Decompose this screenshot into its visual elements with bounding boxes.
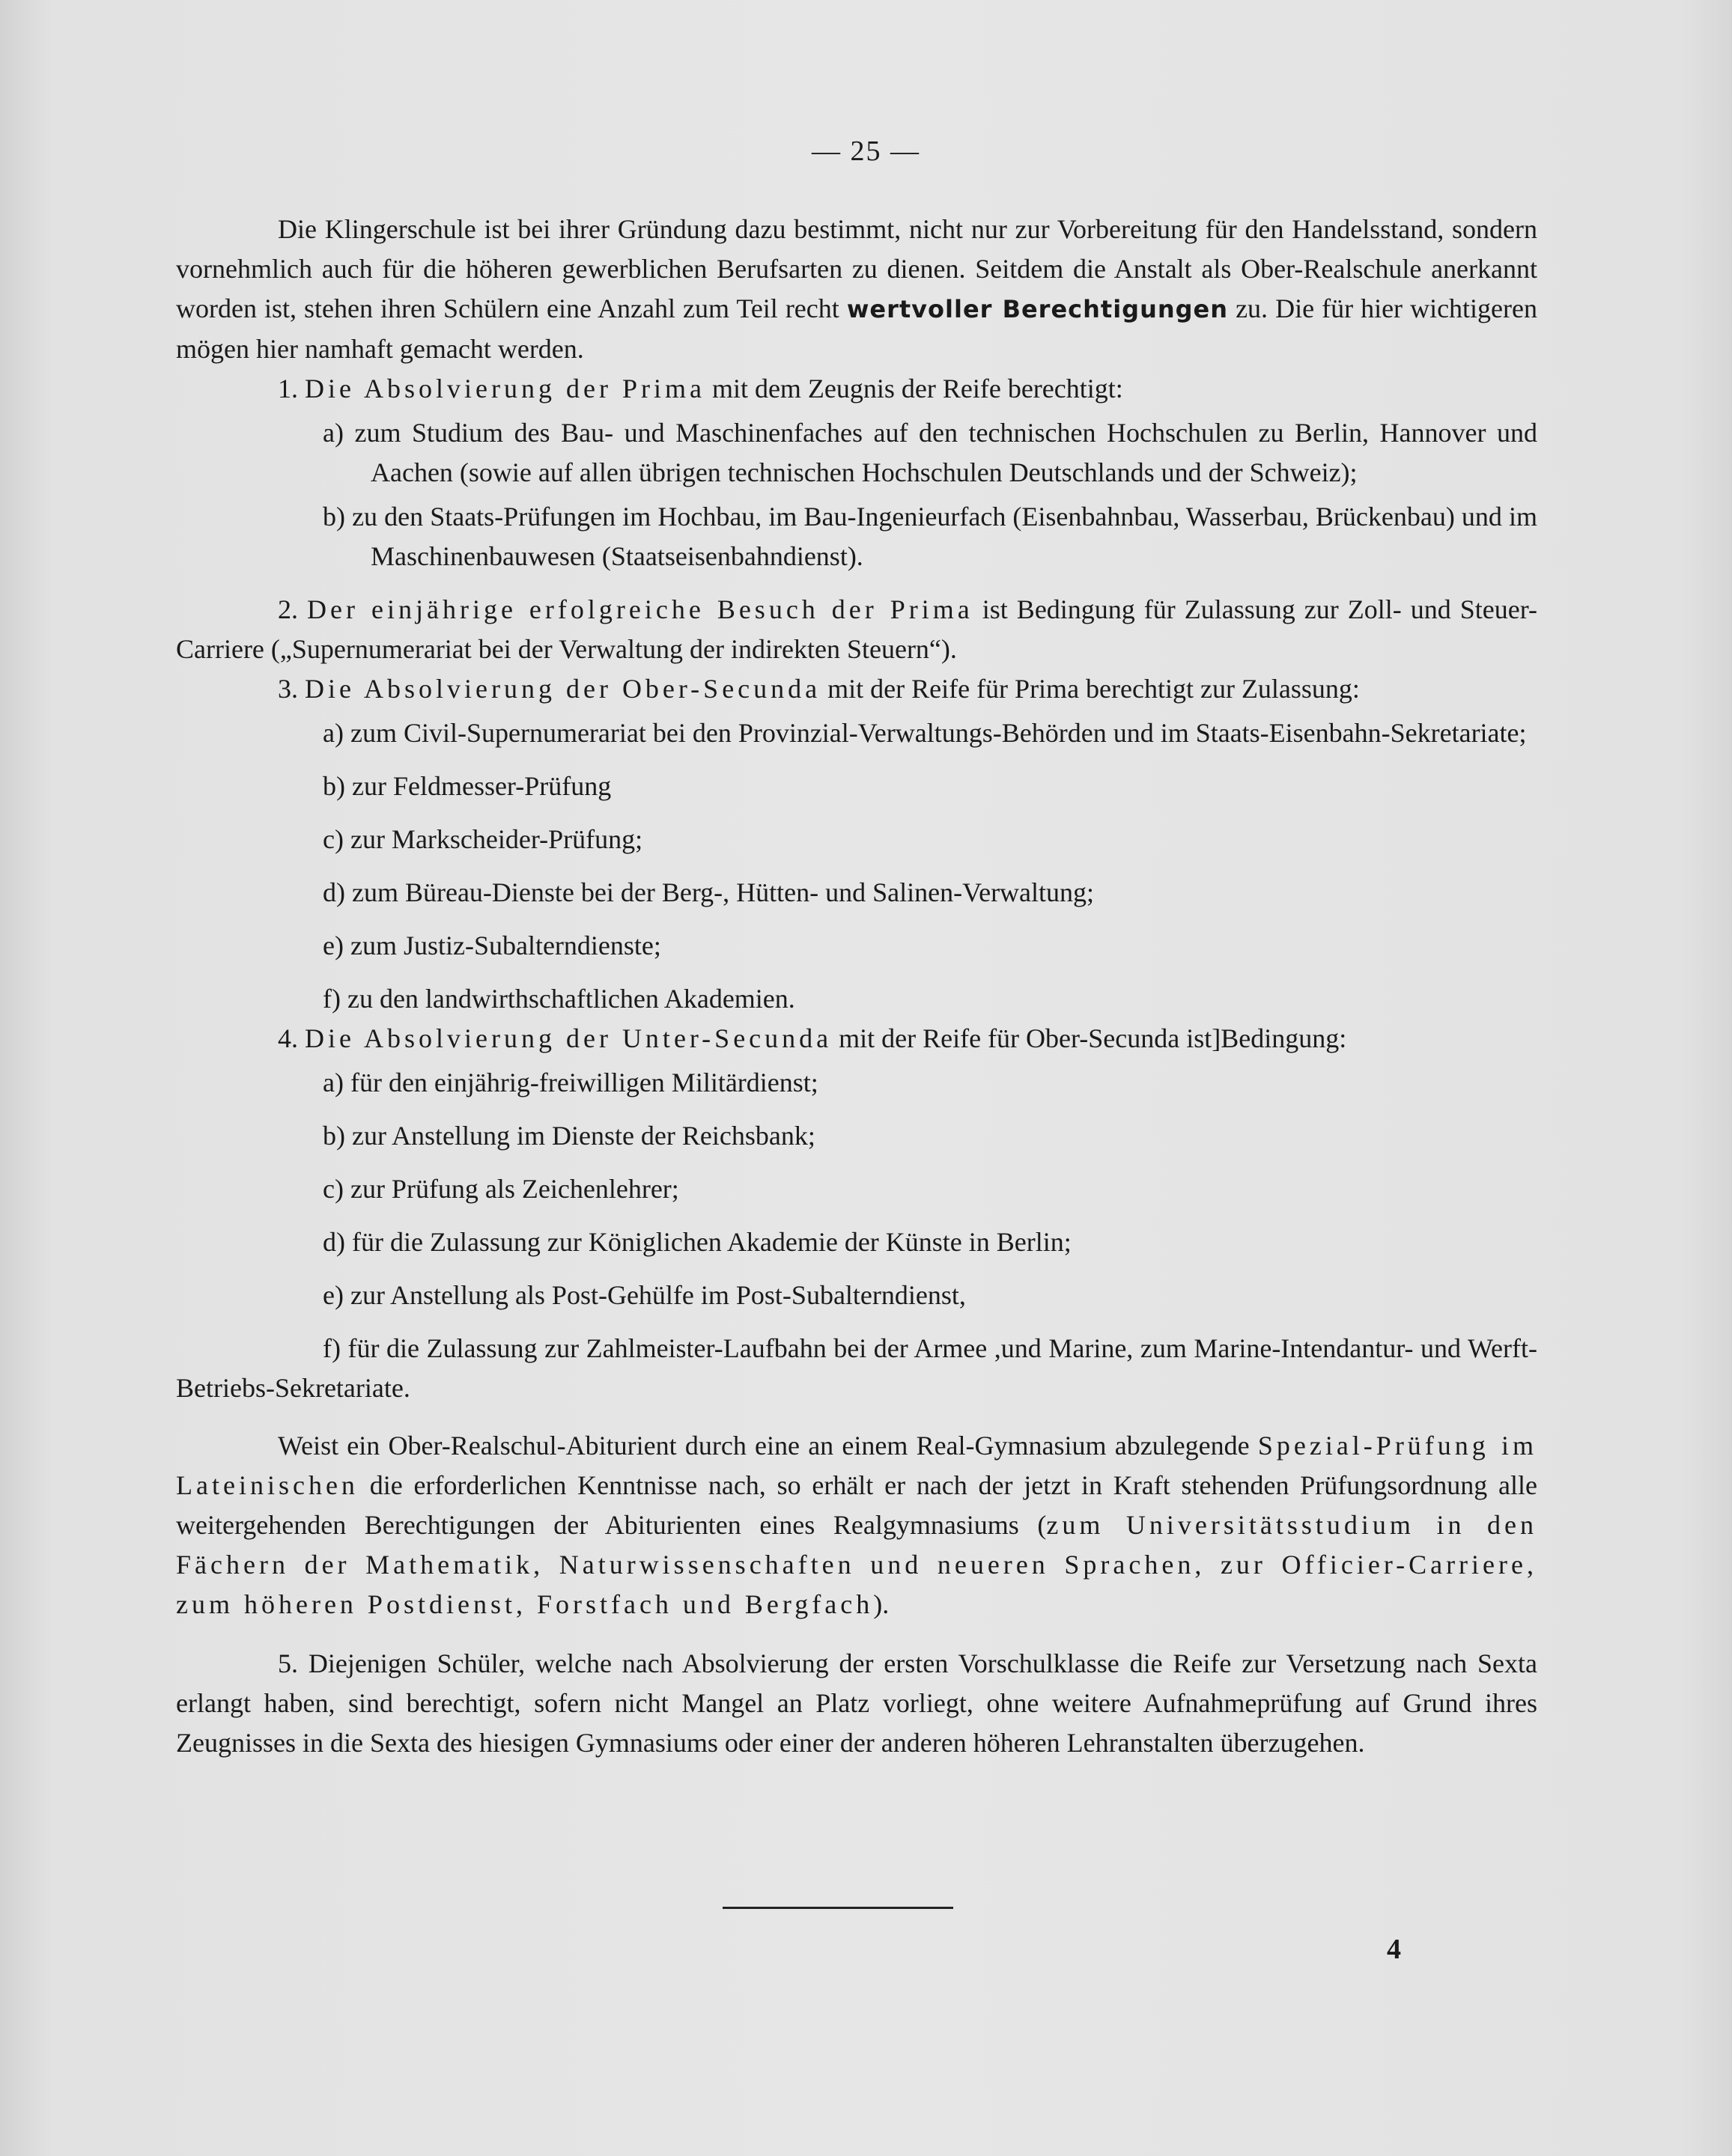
spaced-phrase: Spezial-Prüfung im Lateinischen [176,1431,1538,1500]
list-item: d) zum Büreau-Dienste bei der Berg-, Hütten- und Salinen-Verwaltung; [323,877,1095,907]
list-item: a) zum Studium des Bau- und Maschinenfaches auf den technischen Hochschulen zu Berlin, Hannover und Aachen (sowie auf allen übrigen technischen Hochschulen Deutschlands und der Schweiz); [323,418,1537,487]
spaced-phrase: Die Absolvierung der Unter-Secunda [305,1023,833,1053]
list-item: d) für die Zulassung zur Königlichen Akademie der Künste in Berlin; [323,1227,1072,1257]
section-5-paragraph: 5. Diejenigen Schüler, welche nach Absolvierung der ersten Vorschulklasse die Reife zur Versetzung nach Sexta erlangt haben, sind berechtigt, sofern nicht Mangel an Platz vorliegt, ohne weitere Aufnahmeprüfung auf Grund ihres Zeugnisses in die Sexta des hiesigen Gymnasiums oder einer der anderen höheren Lehranstalten überzugehen. [176,1648,1537,1758]
spaced-phrase: zum Universitätsstudium in den Fächern der Mathematik, Naturwissenschaften und neueren Sprachen, zur Officier-Carriere, zum höheren Postdienst, Forstfach und Bergfach [176,1510,1537,1619]
list-item: f) zu den landwirthschaftlichen Akademien. [323,984,795,1014]
intro-text-end: zu. Die für hier wichtigeren mögen hier namhaft gemacht werden. [176,293,1537,364]
section-number: 2. [278,594,298,624]
closing-rule [723,1907,953,1909]
spezial-paragraph [176,1426,1537,1624]
list-item-last: f) für die Zulassung zur Zahlmeister-Laufbahn bei der Armee ,und Marine, zum Marine-Intendantur- und Werft-Betriebs-Sekretariate. [176,1333,1537,1403]
signature-mark: 4 [1387,1934,1401,1965]
section-3-heading [176,669,1537,709]
section-text: mit der Reife für Prima berechtigt zur Zulassung: [821,674,1360,704]
list-item: b) zu den Staats-Prüfungen im Hochbau, im Bau-Ingenieurfach (Eisenbahnbau, Wasserbau, Brückenbau) und im Maschinenbauwesen (Staatseisenbahndienst). [323,502,1537,571]
spezial-text: die erforderlichen Kenntnisse nach, so erhält er nach der jetzt in Kraft stehenden Prüfungsordnung alle weitergehenden Berechtigungen der Abiturienten eines Realgymnasiums ( [176,1470,1537,1540]
list-item: e) zur Anstellung als Post-Gehülfe im Post-Subalterndienst, [323,1280,966,1310]
section-text: mit der Reife für Ober-Secunda ist]Bedingung: [832,1023,1347,1053]
page-number: — 25 — [812,135,920,167]
list-item: c) zur Prüfung als Zeichenlehrer; [323,1174,679,1204]
document-body [176,210,1537,1763]
list-item: e) zum Justiz-Subalterndienste; [323,931,661,960]
section-1-heading [176,369,1537,409]
section-number: 3. [278,674,298,704]
list-item: a) für den einjährig-freiwilligen Militärdienst; [323,1068,818,1097]
list-item: a) zum Civil-Supernumerariat bei den Provinzial-Verwaltungs-Behörden und im Staats-Eisenbahn-Sekretariate; [323,718,1527,748]
section-2-paragraph [176,590,1537,669]
spaced-phrase: Die Absolvierung der Prima [305,374,705,404]
intro-paragraph [176,210,1537,369]
intro-text: Die Klingerschule ist bei ihrer Gründung dazu bestimmt, nicht nur zur Vorbereitung für den Handelsstand, sondern vornehmlich auch für die höheren gewerblichen Berufsarten zu dienen. Seitdem die Anstalt als Ober-Realschule anerkannt worden ist, stehen ihren Schülern eine Anzahl zum Teil recht [176,214,1537,323]
section-4-heading [176,1019,1537,1059]
section-text: mit dem Zeugnis der Reife berechtigt: [705,374,1123,404]
intro-bold-phrase: wertvoller Berechtigungen [846,295,1229,323]
section-number: 1. [278,374,298,404]
section-number: 4. [278,1023,298,1053]
section-text: ist Bedingung für Zulassung zur Zoll- und Steuer-Carriere („Supernumerariat bei der Verwaltung der indirekten Steuern“). [176,594,1538,664]
list-item: c) zur Markscheider-Prüfung; [323,824,643,854]
spaced-phrase: Der einjährige erfolgreiche Besuch der Prima [307,594,973,624]
list-item: b) zur Anstellung im Dienste der Reichsbank; [323,1121,815,1151]
spaced-phrase: Die Absolvierung der Ober-Secunda [305,674,821,704]
list-item: b) zur Feldmesser-Prüfung [323,771,612,801]
spezial-text: Weist ein Ober-Realschul-Abiturient durch eine an einem Real-Gymnasium abzulegende [278,1431,1258,1461]
spezial-text: ). [873,1589,890,1619]
